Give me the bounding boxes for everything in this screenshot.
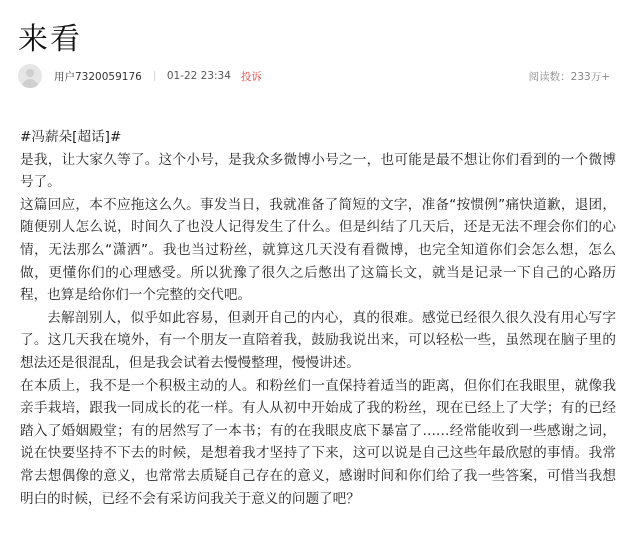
author-name[interactable]: 用户7320059176 — [54, 70, 142, 83]
paragraph: 在本质上，我不是一个积极主动的人。和粉丝们一直保持着适当的距离，但你们在我眼里，就像我亲手栽培，跟我一同成长的花一样。有人从初中开始成了我的粉丝，现在已经上了大学；有的已经踏入了婚姻殿堂；有的居然写了一本书；有的在我眼皮底下暴富了……经常能收到一些感谢之词，说在快要坚持不下去的时候，是想着我才坚持了下来，这可以说是自己这些年最欣慰的事情。我常常去想偶像的意义，也常常去质疑自己存在的意义，感谢时间和你们给了我一些答案，可惜当我想明白的时候，已经不会有采访问我关于意义的问题了吧？ — [20, 377, 616, 507]
paragraph: 去解剖别人，似乎如此容易，但剥开自己的内心，真的很难。感觉已经很久很久没有用心写字了。这几天我在境外，有一个朋友一直陪着我，鼓励我说出来，可以轻松一些，虽然现在脑子里的想法还是很混乱，但是我会试着去慢慢整理，慢慢讲述。 — [20, 309, 616, 371]
avatar[interactable] — [18, 64, 42, 88]
topic-tag[interactable]: #冯薪朵[超话]# — [20, 129, 122, 145]
avatar-placeholder-icon — [26, 69, 34, 77]
report-link[interactable]: 投诉 — [240, 70, 262, 83]
read-count-value: 233万+ — [570, 70, 610, 83]
article-title: 来看 — [18, 22, 82, 57]
header-divider — [18, 104, 618, 105]
paragraph: 是我，让大家久等了。这个小号，是我众多微博小号之一，也可能是最不想让你们看到的一个微博号了。 — [20, 151, 616, 191]
read-count-label: 阅读数： — [528, 70, 571, 83]
meta-separator — [154, 71, 155, 81]
paragraph: 这篇回应，本不应拖这么久。事发当日，我就准备了简短的文字，准备“按惯例”痛快道歉，退团，随便别人怎么说，时间久了也没人记得发生了什么。但是纠结了几天后，还是无法不理会你们的心情，无法那么“潇洒”。我也当过粉丝，就算这几天没有看微博，也完全知道你们会怎么想，怎么做，更懂你们的心理感受。所以犹豫了很久之后憋出了这篇长文，就当是记录一下自己的心路历程，也算是给你们一个完整的交代吧。 — [20, 196, 616, 304]
read-count — [529, 69, 610, 84]
article-body — [20, 126, 616, 510]
publish-time: 01-22 23:34 — [166, 70, 231, 82]
article-meta — [18, 63, 618, 89]
